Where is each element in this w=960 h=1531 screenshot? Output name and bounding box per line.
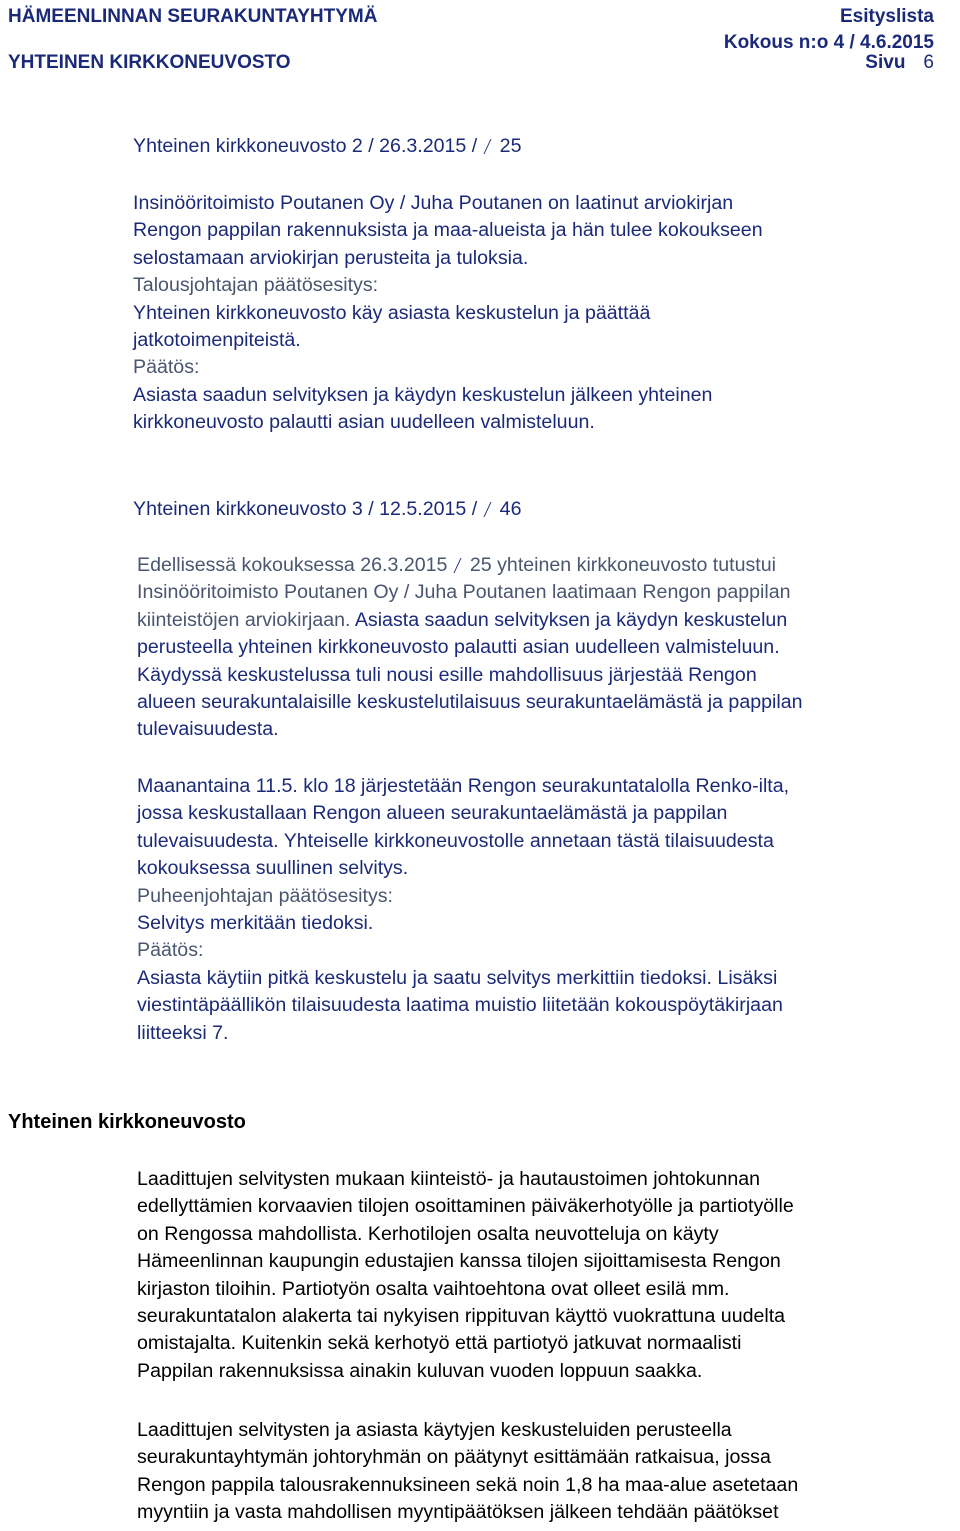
page-indicator: [865, 52, 934, 74]
page-label: Sivu: [865, 52, 906, 73]
history2-line: Insinööritoimisto Poutanen Oy / Juha Poutanen laatimaan Rengon pappilan: [137, 581, 791, 604]
section-para1: [137, 1166, 794, 1385]
board-name: YHTEINEN KIRKKONEUVOSTO: [8, 52, 291, 73]
section-para1-line: Pappilan rakennuksissa ainakin kuluvan vuoden loppuun saakka.: [137, 1359, 703, 1382]
section-heading: Yhteinen kirkkoneuvosto: [8, 1111, 246, 1133]
section-para1-line: kirjaston tiloihin. Partiotyön osalta vaihtoehtona ovat olleet esilä mm.: [137, 1277, 730, 1300]
document-type: Esityslista: [840, 6, 934, 27]
history1-ref-text: Yhteinen kirkkoneuvosto 2 / 26.3.2015 /: [133, 135, 478, 157]
section-para2: [137, 1417, 798, 1527]
history2-first-line: [137, 552, 803, 579]
organization-name: HÄMEENLINNAN SEURAKUNTAYHTYMÄ: [8, 6, 378, 27]
history2-line: tulevaisuudesta.: [137, 718, 279, 741]
history1-decision-line: Asiasta saadun selvityksen ja käydyn keskustelun jälkeen yhteinen: [133, 383, 713, 406]
history2-decision-label: Päätös:: [137, 939, 204, 962]
history2-decision-line: viestintäpäällikön tilaisuudesta laatima muistio liitetään kokouspöytäkirjaan: [137, 994, 783, 1017]
history1-line: selostamaan arviokirjan perusteita ja tuloksia.: [133, 246, 529, 269]
section-para2-line: seurakuntayhtymän johtoryhmän on päätynyt esittämään ratkaisua, jossa: [137, 1446, 771, 1469]
history2-para2-line: jossa keskustallaan Rengon alueen seurakuntaelämästä ja pappilan: [137, 802, 728, 825]
history1-decision-label: Päätös:: [133, 356, 200, 379]
section-mark-icon: [483, 139, 499, 154]
history1-proposal-label: Talousjohtajan päätösesitys:: [133, 274, 379, 297]
history2-proposal-line: Selvitys merkitään tiedoksi.: [137, 912, 374, 935]
history1-reference: [133, 133, 521, 160]
section-para1-line: on Rengossa mahdollista. Kerhotilojen osalta neuvotteluja on käyty: [137, 1222, 719, 1245]
history2-line: alueen seurakuntalaisille keskustelutilaisuus seurakuntaelämästä ja pappilan: [137, 691, 803, 714]
page-number: 6: [923, 52, 934, 73]
history2-ref-text: Yhteinen kirkkoneuvosto 3 / 12.5.2015 /: [133, 498, 478, 520]
history1-decision-line: kirkkoneuvosto palautti asian uudelleen valmisteluun.: [133, 411, 595, 434]
history2-line: perusteella yhteinen kirkkoneuvosto palautti asian uudelleen valmisteluun.: [137, 636, 780, 659]
history2-para2: [137, 773, 789, 1047]
history2-line: Käydyssä keskustelussa tuli nousi esille mahdollisuus järjestää Rengon: [137, 663, 757, 686]
history2-para2-line: kokouksessa suullinen selvitys.: [137, 857, 409, 880]
section-para1-line: edellyttämien korvaavien tilojen osoittaminen päiväkerhotyölle ja partiotyölle: [137, 1195, 794, 1218]
history2-first-b: 25 yhteinen kirkkoneuvosto tutustui: [469, 554, 776, 576]
history2-line3-b: Asiasta saadun selvityksen ja käydyn keskustelun: [350, 608, 788, 631]
history2-line-mixed: [137, 607, 803, 634]
history1-line: Insinööritoimisto Poutanen Oy / Juha Poutanen on laatinut arviokirjan: [133, 192, 734, 214]
history1-line: Rengon pappilan rakennuksista ja maa-alueista ja hän tulee kokoukseen: [133, 219, 763, 242]
meeting-info: Kokous n:o 4 / 4.6.2015: [723, 32, 934, 53]
history2-reference: [133, 496, 521, 523]
section-para2-line: myyntiin ja vasta mahdollisen myyntipäätöksen jälkeen tehdään päätökset: [137, 1501, 779, 1524]
section-para2-line: Laadittujen selvitysten ja asiasta käytyjen keskusteluiden perusteella: [137, 1419, 732, 1441]
section-para1-line: Laadittujen selvitysten mukaan kiinteistö- ja hautaustoimen johtokunnan: [137, 1168, 761, 1190]
history2-para2-line: tulevaisuudesta. Yhteiselle kirkkoneuvostolle annetaan tästä tilaisuudesta: [137, 829, 774, 852]
history1-body: [133, 190, 763, 437]
history2-decision-line: liitteeksi 7.: [137, 1021, 229, 1044]
history2-body: [137, 552, 803, 744]
history2-decision-line: Asiasta käytiin pitkä keskustelu ja saatu selvitys merkittiin tiedoksi. Lisäksi: [137, 966, 778, 989]
section-para1-line: omistajalta. Kuitenkin sekä kerhotyö että partiotyö jatkuvat normaalisti: [137, 1332, 742, 1355]
history2-line3-a: kiinteistöjen arviokirjaan.: [137, 608, 351, 631]
history1-proposal-line: Yhteinen kirkkoneuvosto käy asiasta keskustelun ja päättää: [133, 301, 651, 324]
history2-para2-line: Maanantaina 11.5. klo 18 järjestetään Rengon seurakuntatalolla Renko-ilta,: [137, 775, 790, 797]
section-para1-line: Hämeenlinnan kaupungin edustajien kanssa tilojen sijoittamisesta Rengon: [137, 1250, 781, 1273]
history1-proposal-line: jatkotoimenpiteistä.: [133, 329, 301, 352]
history2-proposal-label: Puheenjohtajan päätösesitys:: [137, 884, 393, 907]
section-mark-icon: [483, 502, 499, 517]
history2-first-a: Edellisessä kokouksessa 26.3.2015: [137, 554, 448, 576]
section-para2-line: Rengon pappila talousrakennuksineen sekä noin 1,8 ha maa-alue asetetaan: [137, 1473, 799, 1496]
history1-ref-number: 25: [499, 135, 522, 157]
history2-ref-number: 46: [499, 498, 522, 520]
section-para1-line: seurakuntatalon alakerta tai nykyisen rippituvan käyttö vuokrattuna uudelta: [137, 1305, 786, 1328]
section-mark-icon: [453, 558, 469, 573]
